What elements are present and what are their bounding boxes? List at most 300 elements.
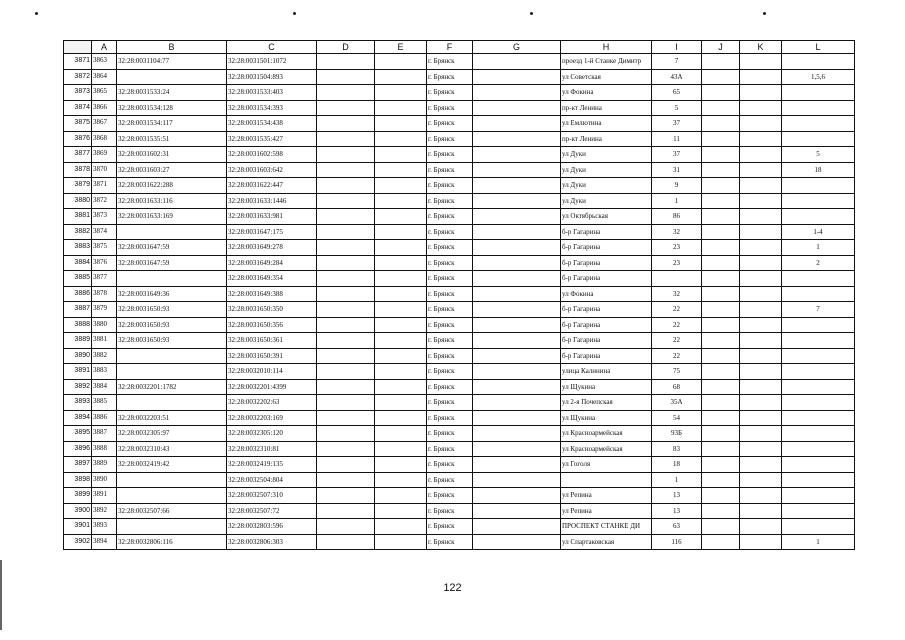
cell-l[interactable]: 7 bbox=[782, 302, 855, 318]
cell-f[interactable]: г. Брянск bbox=[427, 69, 473, 85]
cell-a[interactable]: 3869 bbox=[92, 147, 117, 163]
cell-f[interactable]: г. Брянск bbox=[427, 147, 473, 163]
row-number[interactable]: 3894 bbox=[64, 410, 92, 426]
cell-f[interactable]: г. Брянск bbox=[427, 503, 473, 519]
cell-b[interactable]: 32:28:0032305:97 bbox=[117, 426, 227, 442]
cell-j[interactable] bbox=[702, 147, 740, 163]
cell-d[interactable] bbox=[317, 54, 375, 70]
cell-b[interactable]: 32:28:0031533:24 bbox=[117, 85, 227, 101]
cell-l[interactable] bbox=[782, 519, 855, 535]
cell-j[interactable] bbox=[702, 379, 740, 395]
cell-e[interactable] bbox=[375, 503, 427, 519]
cell-e[interactable] bbox=[375, 348, 427, 364]
cell-a[interactable]: 3872 bbox=[92, 193, 117, 209]
row-number[interactable]: 3892 bbox=[64, 379, 92, 395]
cell-b[interactable]: 32:28:0031633:169 bbox=[117, 209, 227, 225]
cell-i[interactable]: 37 bbox=[652, 116, 702, 132]
row-number[interactable]: 3902 bbox=[64, 534, 92, 550]
cell-e[interactable] bbox=[375, 255, 427, 271]
cell-g[interactable] bbox=[473, 534, 561, 550]
cell-c[interactable]: 32:28:0031647:175 bbox=[227, 224, 317, 240]
cell-a[interactable]: 3865 bbox=[92, 85, 117, 101]
cell-k[interactable] bbox=[740, 116, 782, 132]
cell-e[interactable] bbox=[375, 69, 427, 85]
cell-i[interactable]: 63 bbox=[652, 519, 702, 535]
cell-e[interactable] bbox=[375, 317, 427, 333]
cell-a[interactable]: 3866 bbox=[92, 100, 117, 116]
cell-e[interactable] bbox=[375, 364, 427, 380]
cell-h[interactable]: ул Октябрьская bbox=[561, 209, 652, 225]
row-number[interactable]: 3887 bbox=[64, 302, 92, 318]
cell-c[interactable]: 32:28:0031534:393 bbox=[227, 100, 317, 116]
row-number[interactable]: 3901 bbox=[64, 519, 92, 535]
cell-k[interactable] bbox=[740, 379, 782, 395]
cell-g[interactable] bbox=[473, 116, 561, 132]
cell-c[interactable]: 32:28:0031633:981 bbox=[227, 209, 317, 225]
cell-d[interactable] bbox=[317, 85, 375, 101]
cell-b[interactable]: 32:28:0031602:31 bbox=[117, 147, 227, 163]
cell-b[interactable] bbox=[117, 472, 227, 488]
cell-b[interactable]: 32:28:0032806:116 bbox=[117, 534, 227, 550]
row-number[interactable]: 3900 bbox=[64, 503, 92, 519]
cell-g[interactable] bbox=[473, 302, 561, 318]
cell-a[interactable]: 3878 bbox=[92, 286, 117, 302]
cell-i[interactable] bbox=[652, 271, 702, 287]
cell-i[interactable]: 75 bbox=[652, 364, 702, 380]
row-number[interactable]: 3895 bbox=[64, 426, 92, 442]
cell-b[interactable] bbox=[117, 271, 227, 287]
cell-k[interactable] bbox=[740, 147, 782, 163]
cell-k[interactable] bbox=[740, 364, 782, 380]
cell-k[interactable] bbox=[740, 240, 782, 256]
cell-h[interactable]: ул Репина bbox=[561, 488, 652, 504]
cell-a[interactable]: 3863 bbox=[92, 54, 117, 70]
cell-f[interactable]: г. Брянск bbox=[427, 131, 473, 147]
cell-g[interactable] bbox=[473, 410, 561, 426]
cell-i[interactable]: 31 bbox=[652, 162, 702, 178]
row-number[interactable]: 3890 bbox=[64, 348, 92, 364]
cell-k[interactable] bbox=[740, 534, 782, 550]
cell-c[interactable]: 32:28:0032202:63 bbox=[227, 395, 317, 411]
cell-k[interactable] bbox=[740, 162, 782, 178]
cell-a[interactable]: 3877 bbox=[92, 271, 117, 287]
cell-h[interactable]: пр-кт Ленина bbox=[561, 100, 652, 116]
cell-f[interactable]: г. Брянск bbox=[427, 209, 473, 225]
row-number[interactable]: 3886 bbox=[64, 286, 92, 302]
cell-b[interactable] bbox=[117, 224, 227, 240]
cell-k[interactable] bbox=[740, 488, 782, 504]
cell-g[interactable] bbox=[473, 472, 561, 488]
cell-k[interactable] bbox=[740, 426, 782, 442]
row-number[interactable]: 3871 bbox=[64, 54, 92, 70]
cell-g[interactable] bbox=[473, 379, 561, 395]
cell-f[interactable]: г. Брянск bbox=[427, 100, 473, 116]
cell-i[interactable]: 65 bbox=[652, 85, 702, 101]
row-number[interactable]: 3875 bbox=[64, 116, 92, 132]
cell-i[interactable]: 22 bbox=[652, 302, 702, 318]
cell-j[interactable] bbox=[702, 131, 740, 147]
row-number[interactable]: 3883 bbox=[64, 240, 92, 256]
cell-f[interactable]: г. Брянск bbox=[427, 85, 473, 101]
cell-a[interactable]: 3867 bbox=[92, 116, 117, 132]
cell-d[interactable] bbox=[317, 379, 375, 395]
row-number[interactable]: 3893 bbox=[64, 395, 92, 411]
cell-l[interactable] bbox=[782, 317, 855, 333]
cell-d[interactable] bbox=[317, 178, 375, 194]
cell-d[interactable] bbox=[317, 426, 375, 442]
row-number[interactable]: 3877 bbox=[64, 147, 92, 163]
row-number[interactable]: 3874 bbox=[64, 100, 92, 116]
column-header-g[interactable]: G bbox=[473, 41, 561, 54]
cell-j[interactable] bbox=[702, 472, 740, 488]
cell-i[interactable]: 32 bbox=[652, 286, 702, 302]
cell-h[interactable]: ул Гоголя bbox=[561, 457, 652, 473]
cell-l[interactable] bbox=[782, 488, 855, 504]
cell-e[interactable] bbox=[375, 85, 427, 101]
cell-g[interactable] bbox=[473, 69, 561, 85]
cell-g[interactable] bbox=[473, 54, 561, 70]
cell-a[interactable]: 3873 bbox=[92, 209, 117, 225]
cell-l[interactable] bbox=[782, 472, 855, 488]
cell-j[interactable] bbox=[702, 534, 740, 550]
cell-a[interactable]: 3890 bbox=[92, 472, 117, 488]
cell-d[interactable] bbox=[317, 162, 375, 178]
cell-j[interactable] bbox=[702, 317, 740, 333]
cell-h[interactable]: б-р Гагарина bbox=[561, 317, 652, 333]
cell-c[interactable]: 32:28:0031533:403 bbox=[227, 85, 317, 101]
cell-d[interactable] bbox=[317, 410, 375, 426]
cell-e[interactable] bbox=[375, 302, 427, 318]
cell-i[interactable]: 35А bbox=[652, 395, 702, 411]
cell-b[interactable]: 32:28:0031650:93 bbox=[117, 302, 227, 318]
row-number[interactable]: 3885 bbox=[64, 271, 92, 287]
cell-d[interactable] bbox=[317, 488, 375, 504]
cell-a[interactable]: 3871 bbox=[92, 178, 117, 194]
cell-i[interactable]: 1 bbox=[652, 472, 702, 488]
cell-c[interactable]: 32:28:0031535:427 bbox=[227, 131, 317, 147]
cell-g[interactable] bbox=[473, 271, 561, 287]
cell-h[interactable]: б-р Гагарина bbox=[561, 348, 652, 364]
cell-c[interactable]: 32:28:0031650:391 bbox=[227, 348, 317, 364]
cell-c[interactable]: 32:28:0031633:1446 bbox=[227, 193, 317, 209]
cell-b[interactable]: 32:28:0031649:36 bbox=[117, 286, 227, 302]
cell-l[interactable] bbox=[782, 395, 855, 411]
cell-d[interactable] bbox=[317, 209, 375, 225]
cell-b[interactable]: 32:28:0032419:42 bbox=[117, 457, 227, 473]
cell-d[interactable] bbox=[317, 317, 375, 333]
cell-i[interactable]: 23 bbox=[652, 255, 702, 271]
cell-d[interactable] bbox=[317, 364, 375, 380]
cell-b[interactable]: 32:28:0031534:117 bbox=[117, 116, 227, 132]
cell-j[interactable] bbox=[702, 488, 740, 504]
cell-l[interactable] bbox=[782, 348, 855, 364]
cell-g[interactable] bbox=[473, 333, 561, 349]
cell-j[interactable] bbox=[702, 162, 740, 178]
cell-l[interactable] bbox=[782, 193, 855, 209]
cell-i[interactable]: 22 bbox=[652, 317, 702, 333]
cell-l[interactable] bbox=[782, 457, 855, 473]
cell-i[interactable]: 116 bbox=[652, 534, 702, 550]
cell-c[interactable]: 32:28:0031649:278 bbox=[227, 240, 317, 256]
cell-j[interactable] bbox=[702, 209, 740, 225]
cell-k[interactable] bbox=[740, 54, 782, 70]
cell-l[interactable] bbox=[782, 286, 855, 302]
row-number[interactable]: 3891 bbox=[64, 364, 92, 380]
cell-g[interactable] bbox=[473, 209, 561, 225]
cell-i[interactable]: 5 bbox=[652, 100, 702, 116]
cell-j[interactable] bbox=[702, 426, 740, 442]
cell-h[interactable]: ул Репина bbox=[561, 503, 652, 519]
cell-h[interactable]: б-р Гагарина bbox=[561, 224, 652, 240]
cell-j[interactable] bbox=[702, 302, 740, 318]
cell-d[interactable] bbox=[317, 116, 375, 132]
column-header-i[interactable]: I bbox=[652, 41, 702, 54]
cell-b[interactable]: 32:28:0032201:1782 bbox=[117, 379, 227, 395]
cell-i[interactable]: 86 bbox=[652, 209, 702, 225]
cell-c[interactable]: 32:28:0031602:598 bbox=[227, 147, 317, 163]
cell-g[interactable] bbox=[473, 519, 561, 535]
cell-g[interactable] bbox=[473, 317, 561, 333]
cell-d[interactable] bbox=[317, 441, 375, 457]
cell-l[interactable] bbox=[782, 379, 855, 395]
cell-a[interactable]: 3894 bbox=[92, 534, 117, 550]
cell-a[interactable]: 3868 bbox=[92, 131, 117, 147]
cell-b[interactable]: 32:28:0031534:128 bbox=[117, 100, 227, 116]
cell-f[interactable]: г. Брянск bbox=[427, 488, 473, 504]
cell-l[interactable] bbox=[782, 410, 855, 426]
cell-i[interactable]: 43А bbox=[652, 69, 702, 85]
cell-e[interactable] bbox=[375, 178, 427, 194]
column-header-b[interactable]: B bbox=[117, 41, 227, 54]
column-header-f[interactable]: F bbox=[427, 41, 473, 54]
corner-cell[interactable] bbox=[64, 41, 92, 54]
cell-g[interactable] bbox=[473, 441, 561, 457]
cell-l[interactable] bbox=[782, 178, 855, 194]
cell-f[interactable]: г. Брянск bbox=[427, 286, 473, 302]
cell-e[interactable] bbox=[375, 457, 427, 473]
cell-b[interactable]: 32:28:0031622:288 bbox=[117, 178, 227, 194]
cell-g[interactable] bbox=[473, 255, 561, 271]
cell-a[interactable]: 3892 bbox=[92, 503, 117, 519]
cell-h[interactable]: б-р Гагарина bbox=[561, 302, 652, 318]
cell-a[interactable]: 3880 bbox=[92, 317, 117, 333]
cell-h[interactable]: ул Щукина bbox=[561, 379, 652, 395]
cell-d[interactable] bbox=[317, 100, 375, 116]
cell-c[interactable]: 32:28:0032010:114 bbox=[227, 364, 317, 380]
cell-b[interactable] bbox=[117, 69, 227, 85]
cell-k[interactable] bbox=[740, 255, 782, 271]
cell-c[interactable]: 32:28:0032806:303 bbox=[227, 534, 317, 550]
cell-e[interactable] bbox=[375, 426, 427, 442]
cell-c[interactable]: 32:28:0032203:169 bbox=[227, 410, 317, 426]
cell-d[interactable] bbox=[317, 534, 375, 550]
cell-h[interactable]: пр-кт Ленина bbox=[561, 131, 652, 147]
cell-c[interactable]: 32:28:0031534:438 bbox=[227, 116, 317, 132]
cell-c[interactable]: 32:28:0031649:354 bbox=[227, 271, 317, 287]
cell-i[interactable]: 11 bbox=[652, 131, 702, 147]
cell-b[interactable]: 32:28:0031647:59 bbox=[117, 240, 227, 256]
cell-f[interactable]: г. Брянск bbox=[427, 116, 473, 132]
cell-h[interactable]: ул Щукина bbox=[561, 410, 652, 426]
cell-g[interactable] bbox=[473, 395, 561, 411]
cell-f[interactable]: г. Брянск bbox=[427, 426, 473, 442]
cell-h[interactable]: проезд 1-й Станке Димитр bbox=[561, 54, 652, 70]
cell-k[interactable] bbox=[740, 472, 782, 488]
cell-e[interactable] bbox=[375, 162, 427, 178]
cell-d[interactable] bbox=[317, 472, 375, 488]
cell-f[interactable]: г. Брянск bbox=[427, 317, 473, 333]
cell-a[interactable]: 3893 bbox=[92, 519, 117, 535]
cell-g[interactable] bbox=[473, 147, 561, 163]
cell-j[interactable] bbox=[702, 333, 740, 349]
cell-l[interactable] bbox=[782, 116, 855, 132]
cell-a[interactable]: 3876 bbox=[92, 255, 117, 271]
column-header-d[interactable]: D bbox=[317, 41, 375, 54]
cell-f[interactable]: г. Брянск bbox=[427, 364, 473, 380]
cell-e[interactable] bbox=[375, 286, 427, 302]
cell-i[interactable]: 7 bbox=[652, 54, 702, 70]
cell-g[interactable] bbox=[473, 85, 561, 101]
cell-a[interactable]: 3882 bbox=[92, 348, 117, 364]
cell-j[interactable] bbox=[702, 519, 740, 535]
column-header-e[interactable]: E bbox=[375, 41, 427, 54]
cell-l[interactable] bbox=[782, 209, 855, 225]
cell-b[interactable] bbox=[117, 488, 227, 504]
cell-d[interactable] bbox=[317, 240, 375, 256]
cell-l[interactable] bbox=[782, 364, 855, 380]
cell-b[interactable]: 32:28:0032310:43 bbox=[117, 441, 227, 457]
cell-k[interactable] bbox=[740, 271, 782, 287]
cell-d[interactable] bbox=[317, 255, 375, 271]
cell-b[interactable]: 32:28:0031650:93 bbox=[117, 333, 227, 349]
cell-l[interactable]: 1,5,6 bbox=[782, 69, 855, 85]
cell-g[interactable] bbox=[473, 286, 561, 302]
row-number[interactable]: 3896 bbox=[64, 441, 92, 457]
cell-d[interactable] bbox=[317, 69, 375, 85]
cell-a[interactable]: 3864 bbox=[92, 69, 117, 85]
cell-j[interactable] bbox=[702, 395, 740, 411]
cell-e[interactable] bbox=[375, 410, 427, 426]
cell-h[interactable]: ул Дуки bbox=[561, 162, 652, 178]
cell-h[interactable]: б-р Гагарина bbox=[561, 255, 652, 271]
cell-b[interactable]: 32:28:0032507:66 bbox=[117, 503, 227, 519]
cell-g[interactable] bbox=[473, 364, 561, 380]
cell-f[interactable]: г. Брянск bbox=[427, 534, 473, 550]
cell-k[interactable] bbox=[740, 224, 782, 240]
cell-f[interactable]: г. Брянск bbox=[427, 224, 473, 240]
cell-f[interactable]: г. Брянск bbox=[427, 457, 473, 473]
cell-j[interactable] bbox=[702, 457, 740, 473]
cell-b[interactable]: 32:28:0032203:51 bbox=[117, 410, 227, 426]
cell-e[interactable] bbox=[375, 193, 427, 209]
cell-g[interactable] bbox=[473, 131, 561, 147]
cell-j[interactable] bbox=[702, 193, 740, 209]
cell-a[interactable]: 3885 bbox=[92, 395, 117, 411]
row-number[interactable]: 3898 bbox=[64, 472, 92, 488]
row-number[interactable]: 3897 bbox=[64, 457, 92, 473]
cell-a[interactable]: 3874 bbox=[92, 224, 117, 240]
cell-f[interactable]: г. Брянск bbox=[427, 333, 473, 349]
row-number[interactable]: 3880 bbox=[64, 193, 92, 209]
column-header-h[interactable]: H bbox=[561, 41, 652, 54]
cell-b[interactable]: 32:28:0031650:93 bbox=[117, 317, 227, 333]
cell-k[interactable] bbox=[740, 85, 782, 101]
cell-f[interactable]: г. Брянск bbox=[427, 348, 473, 364]
cell-l[interactable] bbox=[782, 333, 855, 349]
cell-f[interactable]: г. Брянск bbox=[427, 271, 473, 287]
cell-a[interactable]: 3888 bbox=[92, 441, 117, 457]
column-header-j[interactable]: J bbox=[702, 41, 740, 54]
cell-l[interactable] bbox=[782, 100, 855, 116]
cell-k[interactable] bbox=[740, 410, 782, 426]
cell-h[interactable]: ул Советская bbox=[561, 69, 652, 85]
cell-c[interactable]: 32:28:0031650:361 bbox=[227, 333, 317, 349]
cell-d[interactable] bbox=[317, 224, 375, 240]
cell-d[interactable] bbox=[317, 131, 375, 147]
cell-i[interactable]: 32 bbox=[652, 224, 702, 240]
cell-l[interactable]: 1 bbox=[782, 240, 855, 256]
cell-e[interactable] bbox=[375, 534, 427, 550]
cell-l[interactable] bbox=[782, 503, 855, 519]
cell-i[interactable]: 22 bbox=[652, 348, 702, 364]
cell-l[interactable] bbox=[782, 271, 855, 287]
cell-k[interactable] bbox=[740, 302, 782, 318]
row-number[interactable]: 3878 bbox=[64, 162, 92, 178]
cell-c[interactable]: 32:28:0032803:596 bbox=[227, 519, 317, 535]
cell-j[interactable] bbox=[702, 116, 740, 132]
cell-d[interactable] bbox=[317, 503, 375, 519]
row-number[interactable]: 3876 bbox=[64, 131, 92, 147]
cell-g[interactable] bbox=[473, 178, 561, 194]
cell-c[interactable]: 32:28:0032419:135 bbox=[227, 457, 317, 473]
cell-h[interactable]: ул Спартаковская bbox=[561, 534, 652, 550]
cell-l[interactable] bbox=[782, 54, 855, 70]
cell-i[interactable]: 37 bbox=[652, 147, 702, 163]
cell-b[interactable] bbox=[117, 348, 227, 364]
cell-h[interactable]: ул Дуки bbox=[561, 193, 652, 209]
cell-c[interactable]: 32:28:0031504:893 bbox=[227, 69, 317, 85]
cell-c[interactable]: 32:28:0031622:447 bbox=[227, 178, 317, 194]
row-number[interactable]: 3884 bbox=[64, 255, 92, 271]
cell-g[interactable] bbox=[473, 488, 561, 504]
cell-c[interactable]: 32:28:0032504:804 bbox=[227, 472, 317, 488]
cell-k[interactable] bbox=[740, 519, 782, 535]
cell-a[interactable]: 3881 bbox=[92, 333, 117, 349]
cell-l[interactable]: 18 bbox=[782, 162, 855, 178]
cell-c[interactable]: 32:28:0032201:4399 bbox=[227, 379, 317, 395]
cell-c[interactable]: 32:28:0032507:72 bbox=[227, 503, 317, 519]
cell-j[interactable] bbox=[702, 441, 740, 457]
cell-b[interactable] bbox=[117, 364, 227, 380]
cell-i[interactable]: 68 bbox=[652, 379, 702, 395]
row-number[interactable]: 3888 bbox=[64, 317, 92, 333]
cell-g[interactable] bbox=[473, 240, 561, 256]
cell-a[interactable]: 3891 bbox=[92, 488, 117, 504]
cell-i[interactable]: 22 bbox=[652, 333, 702, 349]
cell-i[interactable]: 23 bbox=[652, 240, 702, 256]
cell-d[interactable] bbox=[317, 302, 375, 318]
cell-c[interactable]: 32:28:0031501:1072 bbox=[227, 54, 317, 70]
column-header-a[interactable]: A bbox=[92, 41, 117, 54]
cell-c[interactable]: 32:28:0032507:310 bbox=[227, 488, 317, 504]
cell-h[interactable]: ул Красноармейская bbox=[561, 426, 652, 442]
cell-e[interactable] bbox=[375, 271, 427, 287]
cell-g[interactable] bbox=[473, 162, 561, 178]
cell-h[interactable] bbox=[561, 472, 652, 488]
cell-j[interactable] bbox=[702, 271, 740, 287]
cell-c[interactable]: 32:28:0031649:284 bbox=[227, 255, 317, 271]
cell-h[interactable]: улица Калинина bbox=[561, 364, 652, 380]
